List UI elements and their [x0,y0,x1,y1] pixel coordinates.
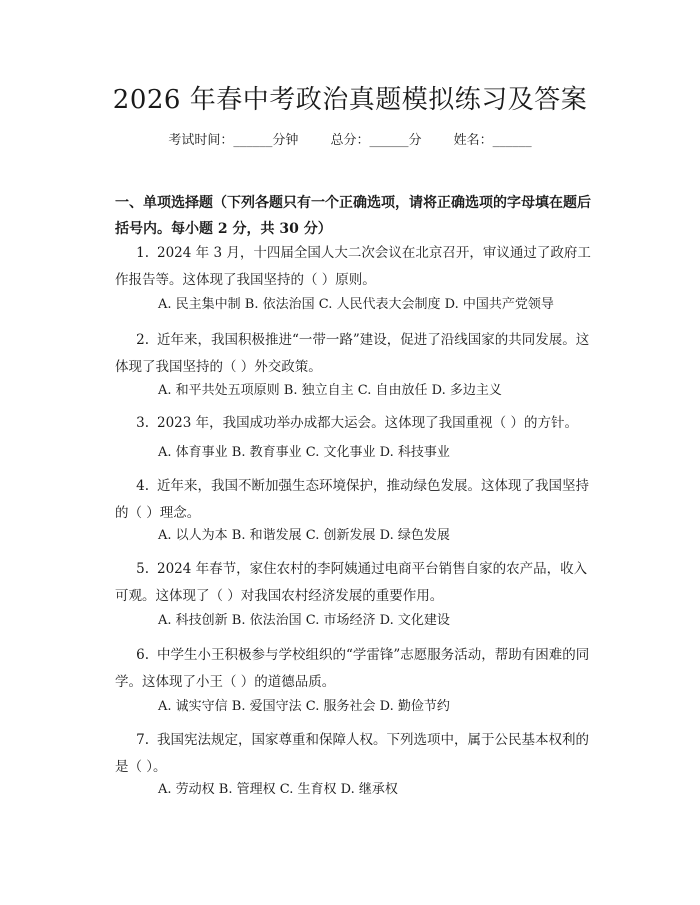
student-name-field: 姓名：______ [453,133,532,148]
question-3-options: A. 体育事业 B. 教育事业 C. 文化事业 D. 科技事业 [158,445,450,460]
question-text: 我国宪法规定，国家尊重和保障人权。下列选项中，属于公民基本权利的是（ ）。 [115,732,589,775]
question-6 [115,642,600,696]
question-2 [115,327,600,381]
question-number: 5. [136,561,149,577]
question-5 [115,556,600,610]
question-number: 4. [136,478,149,494]
question-number: 2. [136,332,149,348]
question-text: 2024 年春节，家住农村的李阿姨通过电商平台销售自家的农产品，收入可观。这体现了（ ）对我国农村经济发展的重要作用。 [115,561,588,604]
question-text: 2023 年，我国成功举办成都大运会。这体现了我国重视（ ）的方针。 [157,415,578,431]
question-5-options: A. 科技创新 B. 依法治国 C. 市场经济 D. 文化建设 [158,613,450,628]
total-score-field: 总分：______分 [330,133,422,148]
question-number: 7. [136,732,149,748]
question-text: 近年来，我国不断加强生态环境保护，推动绿色发展。这体现了我国坚持的（ ）理念。 [115,478,589,521]
question-2-options: A. 和平共处五项原则 B. 独立自主 C. 自由放任 D. 多边主义 [158,383,502,398]
page-title: 2026 年春中考政治真题模拟练习及答案 [112,85,588,115]
question-text: 近年来，我国积极推进“一带一路”建设，促进了沿线国家的共同发展。这体现了我国坚持的（ ）外交政策。 [115,332,590,375]
question-4 [115,473,600,527]
question-7 [115,727,600,781]
question-6-options: A. 诚实守信 B. 爱国守法 C. 服务社会 D. 勤俭节约 [158,699,450,714]
question-1-options: A. 民主集中制 B. 依法治国 C. 人民代表大会制度 D. 中国共产党领导 [158,297,554,312]
question-number: 1. [136,245,149,261]
question-4-options: A. 以人为本 B. 和谐发展 C. 创新发展 D. 绿色发展 [158,528,450,543]
question-3 [115,410,600,437]
exam-time-field: 考试时间：______分钟 [168,133,299,148]
question-number: 6. [136,647,149,663]
question-number: 3. [136,415,149,431]
question-text: 中学生小王积极参与学校组织的“学雷锋”志愿服务活动，帮助有困难的同学。这体现了小王（ ）的道德品质。 [115,647,590,690]
question-7-options: A. 劳动权 B. 管理权 C. 生育权 D. 继承权 [158,782,398,797]
question-text: 2024 年 3 月，十四届全国人大二次会议在北京召开，审议通过了政府工作报告等。这体现了我国坚持的（ ）原则。 [115,245,591,288]
question-1 [115,240,600,294]
exam-info-line [0,130,700,152]
section-heading: 一、单项选择题（下列各题只有一个正确选项，请将正确选项的字母填在题后括号内。每小题 2 分，共 30 分） [115,195,591,237]
